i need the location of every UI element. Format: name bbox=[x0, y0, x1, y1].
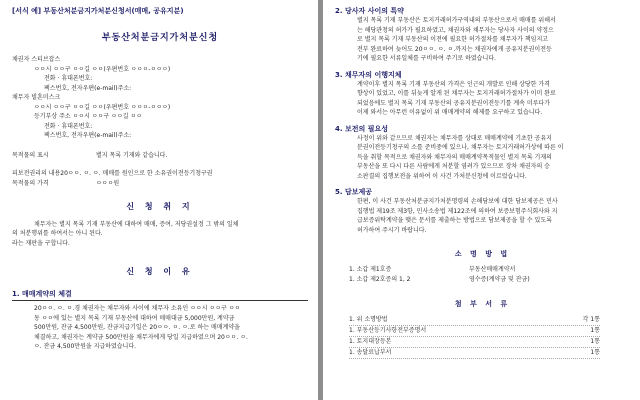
attachment-item bbox=[349, 348, 600, 359]
section-3-body bbox=[335, 80, 630, 118]
purpose-text: 채무자는 별지 목록 기재 부동산에 대하여 매매, 증여, 저당권설정 그 밖의 일체 bbox=[34, 220, 239, 228]
evidence-value: 부동산매매계약서 bbox=[469, 266, 516, 273]
document-title: 부동산처분금지가처분신청 bbox=[101, 33, 219, 43]
body-line: 기에 필요한 서류일체를 구비하여 주기로 하였습니다. bbox=[357, 55, 496, 62]
secured-value: 20ㅇㅇ. ㅇ. ㅇ. 매매를 원인으로 한 소유권이전등기청구권 bbox=[60, 169, 213, 177]
body-line: 는 해당관청의 허가가 필요하였고, 채권자와 채무자는 당사자 사이의 약정으 bbox=[357, 26, 554, 34]
evidence-value: 영수증(계약금 및 잔금) bbox=[469, 276, 530, 283]
target-value: 별지 목록 기재와 같습니다. bbox=[96, 151, 168, 159]
debtor-fax: 팩스번호, 전자우편(e-mail)주소: bbox=[44, 132, 132, 139]
attachments-heading: 첨 부 서 류 bbox=[454, 300, 511, 308]
evidence-heading: 소 명 방 법 bbox=[454, 250, 511, 258]
creditor-fax: 팩스번호, 전자우편(e-mail)주소: bbox=[44, 84, 132, 92]
attachment-item bbox=[349, 315, 600, 326]
body-line: 되었음에도 별지 목록 기재 부동산의 공유지분권이전등기를 계속 미루다가 bbox=[357, 99, 551, 107]
attachments-list bbox=[335, 315, 630, 359]
attachment-label: 1. 송달료납부서 bbox=[349, 349, 392, 356]
section-1-title: 1. 매매계약의 체결 bbox=[12, 290, 72, 298]
body-line: 500만원, 잔금 4,500만원, 잔금지급기일은 20ㅇㅇ. ㅇ. ㅇ.로 하는 매매계약을 bbox=[34, 324, 240, 331]
body-line: 계약이후 별지 목록 기재 부동산의 가격은 인근의 개발로 인해 상당한 가격 bbox=[357, 80, 550, 88]
creditor-address: ㅇㅇ시 ㅇㅇ구 ㅇㅇ길 ㅇㅇ(우편번호 ㅇㅇㅇ-ㅇㅇㅇ) bbox=[34, 65, 171, 73]
section-4-title: 4. 보전의 필요성 bbox=[335, 124, 388, 133]
purpose-heading: 신 청 취 지 bbox=[126, 201, 194, 211]
body-line: 동 ㅇㅇ에 있는 별지 목록 기재 부동산에 대하여 매매대금 5,000만원, 계약금 bbox=[34, 314, 235, 322]
attachment-count: 1통 bbox=[590, 327, 600, 334]
body-line: 부동산을 또 다시 다른 사람에게 처분할 염려가 있으므로 장차 채권자의 승 bbox=[357, 163, 550, 170]
creditor-tel: 전화 · 휴대폰번호: bbox=[44, 75, 93, 82]
body-line: 로 별지 목록 기재 부동산의 이전에 필요한 허가절차를 채무자가 책임지고 bbox=[357, 36, 549, 43]
section-5-body bbox=[335, 197, 630, 235]
purpose-text: 의 처분행위를 하여서는 아니 된다. bbox=[12, 230, 103, 237]
reason-heading: 신 청 이 유 bbox=[126, 267, 194, 276]
attachment-label: 1. 위 소명방법 bbox=[349, 316, 388, 323]
form-header: [서식 예] 부동산처분금지가처분신청서(매매, 공유지분) bbox=[12, 7, 184, 15]
attachment-count: 1통 bbox=[590, 349, 600, 356]
body-line: 집행법 제19조 제3항, 민사소송법 제122조에 의하여 보증보험주식회사와 지 bbox=[357, 207, 558, 215]
body-line: 허가하여 주시기 바랍니다. bbox=[357, 226, 427, 234]
body-line: 소판결의 집행보전을 위하여 이 사건 가처분신청에 이르렀습니다. bbox=[357, 172, 527, 180]
document-page-left bbox=[0, 0, 318, 400]
creditor-label: 채권자 스티브잡스 bbox=[12, 56, 61, 63]
body-line: 분권이전등기청구의 소를 준비중에 있으나, 채무자는 토지거래허가상에 따른 이 bbox=[357, 144, 564, 151]
body-line: 득을 취할 목적으로 채권자와 채무자의 매매계약목적물인 별지 목록 기재의 bbox=[357, 153, 552, 161]
body-line: ㅇ. 잔금 4,500만원을 지급하였습니다. bbox=[34, 343, 137, 350]
section-2-body bbox=[335, 16, 630, 64]
body-line: 20ㅇㅇ. ㅇ. ㅇ.경 채권자는 채무자와 사이에 채무자 소유인 ㅇㅇ시 ㅇㅇ구 ㅇㅇ bbox=[34, 305, 241, 312]
body-line: 별지 목록 기재 부동산은 토지거래허가구역내의 부동산으로서 매매를 위해서 bbox=[357, 17, 556, 24]
evidence-item bbox=[335, 275, 630, 285]
price-value: ㅇㅇㅇ원 bbox=[96, 179, 120, 187]
price-key: 목적물의 가격 bbox=[12, 179, 49, 187]
body-line: 사정이 위와 같으므로 채권자는 채무자를 상대로 매매계약에 기초한 공유지 bbox=[357, 134, 552, 142]
body-line: 전부 완료하여 늦어도 20ㅇㅇ. ㅇ. ㅇ.까지는 채권자에게 공유지분권이전등 bbox=[357, 45, 552, 53]
body-line: 한편, 이 사건 부동산처분금지가처분명령의 손해담보에 대한 담보제공은 민사 bbox=[357, 198, 558, 205]
section-4-body bbox=[335, 134, 630, 182]
attachment-item bbox=[349, 326, 600, 337]
evidence-item bbox=[335, 265, 630, 275]
body-line: 향상이 있었고, 이를 뒤늦게 알게 된 채무자는 토지거래허가절차가 이미 완료 bbox=[357, 90, 556, 97]
debtor-label: 채무자 빌혼미스크 bbox=[12, 94, 61, 101]
section-2-title: 2. 당사자 사이의 특약 bbox=[335, 7, 404, 15]
price-row bbox=[12, 179, 308, 189]
secured-row bbox=[12, 169, 308, 179]
body-line: 급보증위탁계약을 맺은 문서를 제출하는 방법으로 담보제공을 할 수 있도록 bbox=[357, 217, 552, 224]
attachment-label: 1. 토지대장등본 bbox=[349, 338, 392, 345]
attachment-item bbox=[349, 337, 600, 348]
target-row bbox=[12, 151, 308, 161]
document-page-right bbox=[323, 0, 640, 400]
body-line: 체결하고, 채권자는 계약금 500만원을 채무자에게 당일 지급하였으며 20ㅇㅇ. ㅇ. bbox=[34, 333, 248, 341]
body-line: 이제 와서는 아무런 이유없이 위 매매계약의 해제를 요구하고 있습니다. bbox=[357, 109, 543, 116]
evidence-label: 1. 소갑 제2호증의 1, 2 bbox=[349, 276, 411, 283]
section-divider bbox=[12, 300, 308, 301]
purpose-text: 라는 재판을 구합니다. bbox=[12, 239, 70, 247]
debtor-tel: 전화 · 휴대폰번호: bbox=[44, 122, 93, 130]
section-3-title: 3. 채무자의 이행지체 bbox=[335, 70, 402, 79]
secured-key: 피보전권리의 내용 bbox=[12, 169, 61, 177]
target-key: 목적물의 표시 bbox=[12, 151, 49, 159]
section-1-body bbox=[12, 304, 308, 352]
attachment-count: 1통 bbox=[590, 338, 600, 345]
attachment-label: 1. 부동산등기사항전부증명서 bbox=[349, 327, 427, 334]
evidence-label: 1. 소갑 제1호증 bbox=[349, 266, 392, 273]
attachment-count: 각 1통 bbox=[582, 316, 600, 323]
section-5-title: 5. 담보제공 bbox=[335, 188, 373, 196]
debtor-address: ㅇㅇ시 ㅇㅇ구 ㅇㅇ길 ㅇㅇ(우편번호 ㅇㅇㅇ-ㅇㅇㅇ) bbox=[34, 103, 171, 111]
debtor-registered-address: 등기부상 주소 ㅇㅇ시 ㅇㅇ구 ㅇㅇ길 ㅇㅇ bbox=[34, 113, 143, 120]
